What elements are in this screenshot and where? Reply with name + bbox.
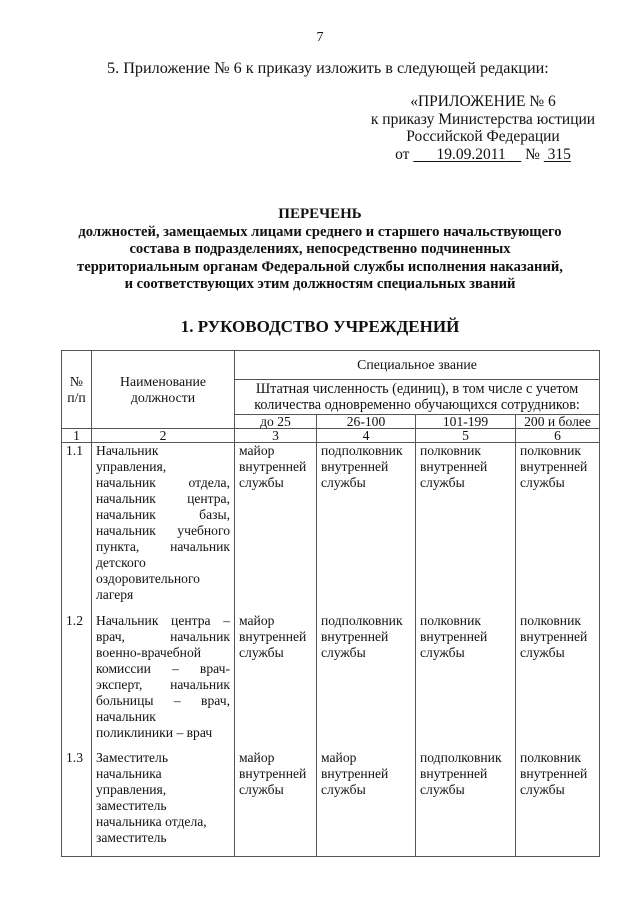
column-number: 2 [92,429,235,443]
column-number: 1 [62,429,92,443]
header-range: 26-100 [317,415,416,429]
list-title-line: территориальным органам Федеральной службы исполнения наказаний, [77,258,563,275]
list-title [40,206,600,294]
header-staff-line: количества одновременно обучающихся сотрудников: [254,397,580,413]
position-name: Начальник управления, начальник отдела, начальник центра, начальник базы, начальник учебного пункта, начальник детского оздоровительного лагеря [92,443,235,613]
appendix-country-line: Российской Федерации [406,128,560,145]
header-range: до 25 [235,415,317,429]
page-number: 7 [316,30,324,45]
rank-cell: подполковник внутренней службы [317,443,416,613]
rank-cell: полковник внутренней службы [516,443,600,613]
appendix-header [335,93,631,163]
column-number: 3 [235,429,317,443]
appendix-order-line: к приказу Министерства юстиции [370,110,596,128]
header-position: Наименование должности [92,351,235,429]
header-staff-line: Штатная численность (единиц), в том числе с учетом [255,381,579,397]
row-number: 1.2 [62,613,92,750]
rank-cell: майор внутренней службы [235,613,317,750]
rank-cell: подполковник внутренней службы [416,750,516,857]
rank-cell: майор внутренней службы [235,750,317,857]
table-row [62,750,600,857]
section-title: 1. РУКОВОДСТВО УЧРЕЖДЕНИЙ [180,317,460,336]
row-number: 1.1 [62,443,92,613]
intro-paragraph: 5. Приложение № 6 к приказу изложить в следующей редакции: [107,59,549,77]
list-title-line: состава в подразделениях, непосредственно подчиненных [129,241,511,258]
column-number: 6 [516,429,600,443]
number-prefix: № [525,145,540,163]
header-number: № п/п [62,351,92,429]
header-special-rank: Специальное звание [235,351,600,380]
rank-cell: полковник внутренней службы [416,613,516,750]
table-row [62,613,600,750]
header-staff-count [235,380,600,415]
date-prefix: от [395,145,410,163]
header-range: 200 и более [516,415,600,429]
rank-cell: майор внутренней службы [235,443,317,613]
order-number: 315 [547,145,571,163]
rank-cell: полковник внутренней службы [416,443,516,613]
position-name: Начальник центра – врач, начальник военно-врачебной комиссии – врач- эксперт, начальник больницы – врач, начальник поликлиники – врач [92,613,235,750]
position-name: Заместитель начальника управления, заместитель начальника отдела, заместитель [92,750,235,857]
list-heading: ПЕРЕЧЕНЬ [278,206,362,222]
order-date: 19.09.2011 [436,145,506,163]
list-title-line: должностей, замещаемых лицами среднего и старшего начальствующего [78,223,562,240]
rank-cell: полковник внутренней службы [516,613,600,750]
appendix-date-line [335,146,631,164]
table-row [62,443,600,613]
row-number: 1.3 [62,750,92,857]
header-range: 101-199 [416,415,516,429]
column-number: 4 [317,429,416,443]
positions-table [61,350,600,857]
rank-cell: майор внутренней службы [317,750,416,857]
appendix-title: «ПРИЛОЖЕНИЕ № 6 [410,93,556,110]
rank-cell: подполковник внутренней службы [317,613,416,750]
rank-cell: полковник внутренней службы [516,750,600,857]
list-title-line: и соответствующих этим должностям специальных званий [124,276,516,293]
column-number: 5 [416,429,516,443]
